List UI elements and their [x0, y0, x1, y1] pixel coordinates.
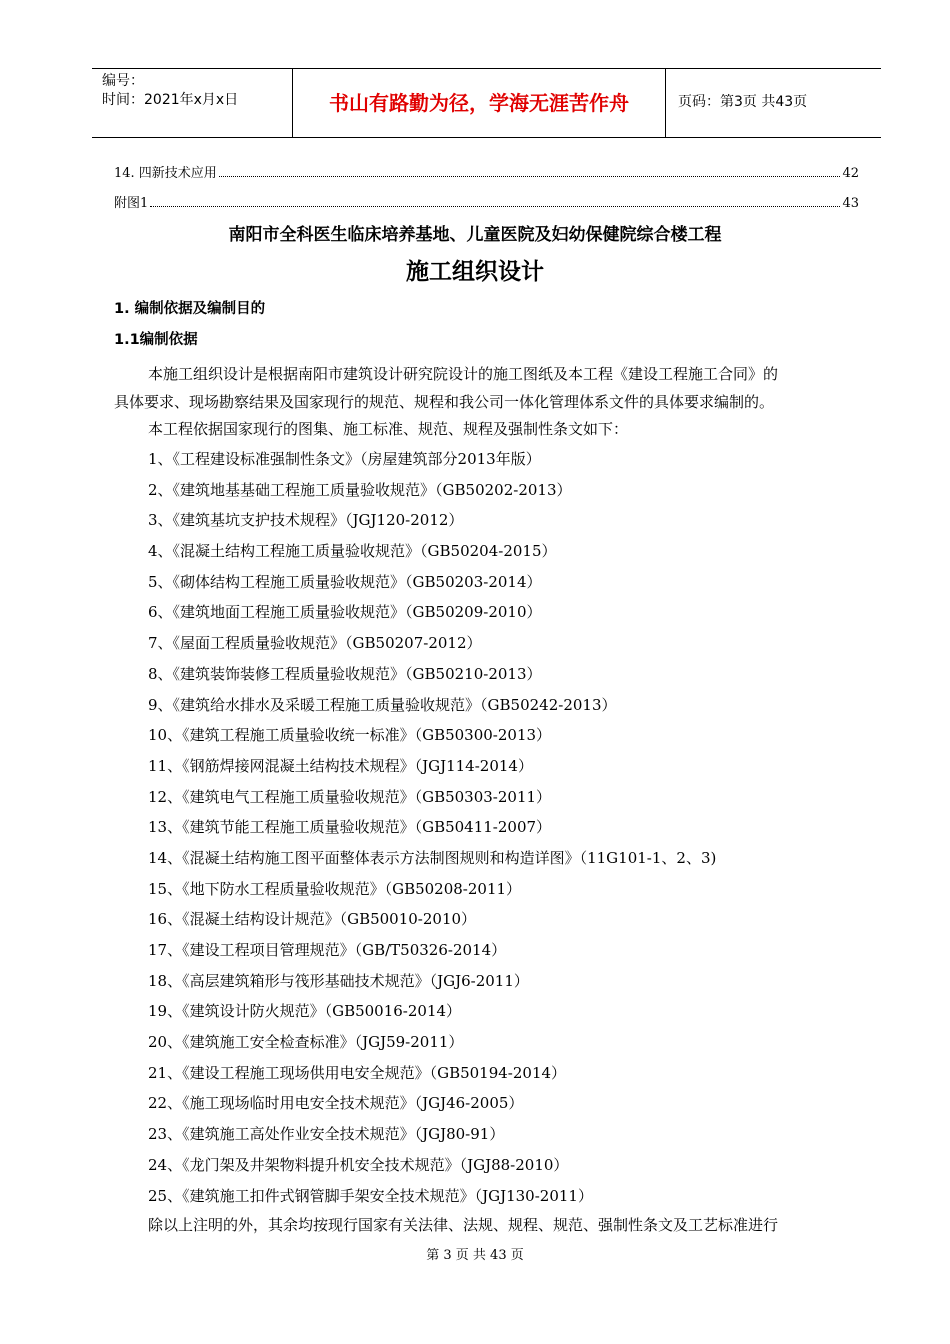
header-right-cell: [666, 69, 881, 137]
subsection-heading: 1.1编制依据: [114, 332, 198, 348]
header-left-cell: [92, 69, 293, 137]
standard-item: 22、《施工现场临时用电安全技术规范》（JGJ46-2005）: [148, 1094, 524, 1113]
basis-paragraph: [114, 360, 859, 416]
standard-item: 9、《建筑给水排水及采暖工程施工质量验收规范》（GB50242-2013）: [148, 695, 617, 714]
standard-item: 7、《屋面工程质量验收规范》（GB50207-2012）: [148, 634, 482, 653]
standard-item: 3、《建筑基坑支护技术规程》（JGJ120-2012）: [148, 511, 464, 530]
standard-item: 1、《工程建设标准强制性条文》（房屋建筑部分2013年版）: [148, 450, 541, 468]
toc-entry-page: 43: [842, 196, 859, 211]
project-title: 南阳市全科医生临床培养基地、儿童医院及妇幼保健院综合楼工程: [228, 225, 722, 245]
toc-leader-dots: [219, 176, 841, 177]
standard-item: 20、《建筑施工安全检查标准》（JGJ59-2011）: [148, 1033, 464, 1052]
standard-item: 2、《建筑地基基础工程施工质量验收规范》（GB50202-2013）: [148, 480, 572, 499]
page-header: [92, 68, 881, 138]
standard-item: 15、《地下防水工程质量验收规范》（GB50208-2011）: [148, 879, 522, 898]
header-motto: 书山有路勤为径，学海无涯苦作舟: [329, 91, 629, 115]
standard-item: 16、《混凝土结构设计规范》（GB50010-2010）: [148, 910, 477, 929]
closing-paragraph: 除以上注明的外，其余均按现行国家有关法律、法规、规程、规范、强制性条文及工艺标准进行: [148, 1216, 779, 1234]
standards-intro: 本工程依据国家现行的图集、施工标准、规范、规程及强制性条文如下：: [148, 420, 629, 438]
standard-item: 14、《混凝土结构施工图平面整体表示方法制图规则和构造详图》（11G101-1、2、3): [148, 848, 717, 867]
standard-item: 11、《钢筋焊接网混凝土结构技术规程》（JGJ114-2014）: [148, 756, 533, 775]
standard-item: 18、《高层建筑箱形与筏形基础技术规范》（JGJ6-2011）: [148, 971, 529, 990]
paragraph-line: 本施工组织设计是根据南阳市建筑设计研究院设计的施工图纸及本工程《建设工程施工合同》的: [148, 365, 779, 383]
toc-entry-label: 14. 四新技术应用: [114, 166, 217, 181]
section-heading: 1. 编制依据及编制目的: [114, 301, 266, 317]
standard-item: 21、《建设工程施工现场供用电安全规范》（GB50194-2014）: [148, 1063, 567, 1082]
toc-entry[interactable]: [114, 165, 859, 183]
standard-item: 10、《建筑工程施工质量验收统一标准》（GB50300-2013）: [148, 726, 552, 745]
document-title: 施工组织设计: [406, 259, 544, 285]
standard-item: 12、《建筑电气工程施工质量验收规范》（GB50303-2011）: [148, 787, 552, 806]
toc-entry-page: 42: [842, 166, 859, 181]
number-label: 编号：: [102, 73, 144, 89]
standard-item: 17、《建设工程项目管理规范》（GB/T50326-2014）: [148, 941, 507, 959]
standard-item: 6、《建筑地面工程施工质量验收规范》（GB50209-2010）: [148, 603, 542, 622]
standards-list: [148, 444, 716, 1211]
paragraph-line: 具体要求、现场勘察结果及国家现行的规范、规程和我公司一体化管理体系文件的具体要求编制的。: [114, 393, 775, 411]
page-footer: 第 3 页 共 43 页: [426, 1248, 524, 1263]
toc-entry[interactable]: [114, 195, 859, 213]
time-label: 时间：2021年x月x日: [102, 92, 239, 108]
standard-item: 23、《建筑施工高处作业安全技术规范》（JGJ80-91）: [148, 1125, 505, 1144]
toc-leader-dots: [150, 206, 840, 207]
standard-item: 13、《建筑节能工程施工质量验收规范》（GB50411-2007）: [148, 818, 552, 837]
standard-item: 19、《建筑设计防火规范》（GB50016-2014）: [148, 1002, 462, 1021]
header-middle-cell: [293, 69, 666, 137]
standard-item: 8、《建筑装饰装修工程质量验收规范》（GB50210-2013）: [148, 664, 542, 683]
header-page-info: 页码：第3页 共43页: [678, 94, 808, 110]
standard-item: 25、《建筑施工扣件式钢管脚手架安全技术规范》（JGJ130-2011）: [148, 1186, 593, 1205]
standard-item: 4、《混凝土结构工程施工质量验收规范》（GB50204-2015）: [148, 542, 557, 561]
standard-item: 24、《龙门架及井架物料提升机安全技术规范》（JGJ88-2010）: [148, 1155, 569, 1174]
standard-item: 5、《砌体结构工程施工质量验收规范》（GB50203-2014）: [148, 572, 542, 591]
toc-entry-label: 附图1: [114, 196, 149, 211]
